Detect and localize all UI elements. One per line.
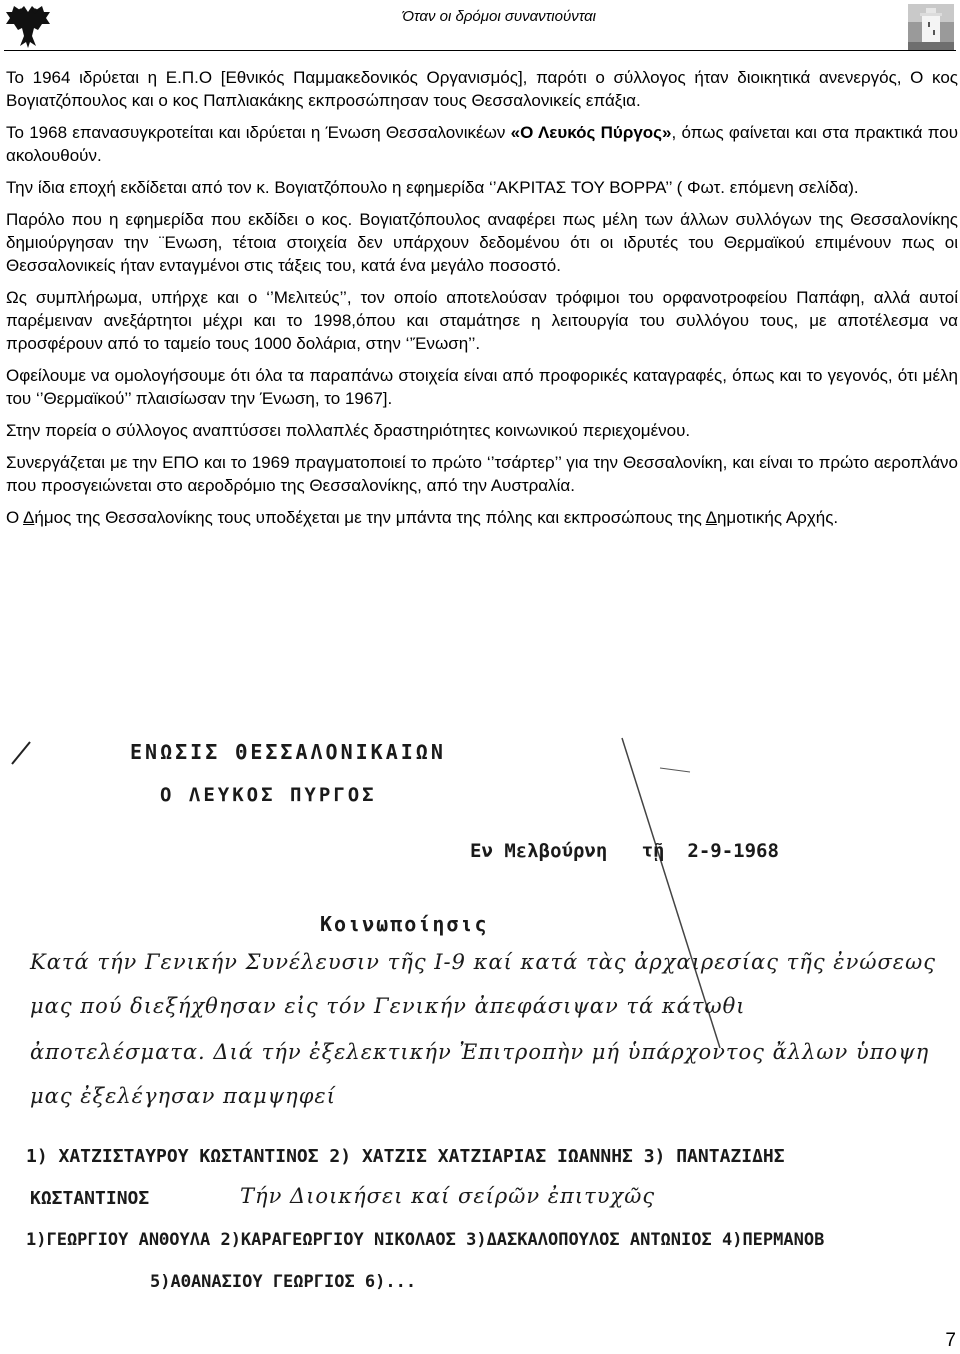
place-date	[470, 840, 779, 862]
members-list: 5)ΑΘΑΝΑΣΙΟΥ ΓΕΩΡΓΙΟΣ 6)...	[150, 1272, 417, 1292]
running-title: Όταν οι δρόμοι συναντιούνται	[402, 8, 596, 25]
doc-line: Κατά τήν Γενικήν Συνέλευσιν τῆς Ι-9 καί κατά τὰς ἀρχαιρεσίας τῆς ἐνώσεως	[30, 950, 936, 974]
club-name: «Ο Λευκός Πύργος»	[510, 123, 672, 142]
paragraph-text: , όπως φαίνεται και στα πρακτικά που ακολουθούν.	[6, 123, 958, 165]
members-list: 1) ΧΑΤΖΙΣΤΑΥΡΟΥ ΚΩΣΤΑΝΤΙΝΟΣ 2) ΧΑΤΖΙΣ ΧΑΤΖΙΑΡΙΑΣ ΙΩΑΝΝΗΣ 3) ΠΑΝΤΑΖΙΔΗΣ	[26, 1146, 785, 1167]
scanned-announcement	[0, 728, 960, 1328]
double-headed-eagle-icon	[4, 2, 52, 50]
org-subtitle: Ο ΛΕΥΚΟΣ ΠΥΡΓΟΣ	[160, 784, 377, 806]
place: Εν Μελβούρνη	[470, 840, 608, 862]
members-list: ΚΩΣΤΑΝΤΙΝΟΣ	[30, 1188, 150, 1209]
paragraph-text: ήμος της Θεσσαλονίκης τους υποδέχεται με την μπάντα της πόλης και εκπροσώπους της	[34, 508, 706, 527]
white-tower-icon	[908, 4, 954, 50]
paragraph: Συνεργάζεται με την ΕΠΟ και το 1969 πραγματοποιεί το πρώτο ‘’τσάρτερ’’ για την Θεσσαλονίκη, και είναι το πρώτο αεροπλάνο που προσγειώνεται στο αεροδρόμιο της Θεσσαλονίκης, από την Αυστραλία.	[6, 453, 958, 495]
body-text	[6, 66, 958, 538]
paragraph: Την ίδια εποχή εκδίδεται από τον κ. Βογιατζόπουλο η εφημερίδα ‘’ΑΚΡΙΤΑΣ ΤΟΥ ΒΟΡΡΑ’’ ( Φωτ. επόμενη σελίδα).	[6, 178, 859, 197]
underlined-letter: Δ	[23, 508, 35, 527]
doc-line: ἀποτελέσματα. Διά τήν ἐξελεκτικήν Ἐπιτροπὴν μή ὑπάρχοντος ἄλλων ὑποψη	[30, 1040, 930, 1064]
doc-line: μας πού διεξήχθησαν εἰς τόν Γενικήν ἀπεφάσιψαν τά κάτωθι	[30, 994, 746, 1018]
paragraph-text: ημοτικής Αρχής.	[716, 508, 839, 527]
org-name: ΕΝΩΣΙΣ ΘΕΣΣΑΛΟΝΙΚΑΙΩΝ	[130, 740, 446, 764]
page-header	[0, 0, 960, 60]
paragraph	[6, 506, 958, 529]
doc-line: μας ἐξελέγησαν παμψηφεί	[30, 1084, 336, 1108]
paragraph: Το 1964 ιδρύεται η Ε.Π.Ο [Εθνικός Παμμακεδονικός Οργανισμός], παρότι ο σύλλογος ήταν διοικητικά ανενεργός, Ο κος Βογιατζόπουλος και ο κος Παπλιακάκης εκπροσώπησαν τους Θεσσαλονικείς επάξια.	[6, 68, 958, 110]
paragraph: Ως συμπλήρωμα, υπήρχε και ο ‘’Μελιτεύς’’, τον οποίο αποτελούσαν τρόφιμοι του ορφανοτροφείου Παπάφη, αλλά αυτοί παρέμειναν ανεξάρτητοι μέχρι και το 1998,όπου και σταμάτησε η λειτουργία του συλλόγου τους, με αποτέλεσμα να προσφέρουν από το ταμείο τους 1000 δολάρια, στην ‘’Ένωση’’.	[6, 288, 958, 353]
paragraph: Παρόλο που η εφημερίδα που εκδίδει ο κος. Βογιατζόπουλος αναφέρει πως μέλη των άλλων συλλόγων της Θεσσαλονίκης δημιούργησαν την ¨Ενωση, τέτοια στοιχεία δεν υπάρχουν δεδομένου ότι οι ιδρυτές του Θερμαϊκού επιμένουν πως οι Θεσσαλονικείς ήταν ενταγμένοι στις τάξεις του, κατά ένα μεγάλο ποσοστό.	[6, 210, 958, 275]
paragraph: Οφείλουμε να ομολογήσουμε ότι όλα τα παραπάνω στοιχεία είναι από προφορικές καταγραφές, όπως και το γεγονός, ότι μέλη του ‘’Θερμαϊκού’’ πλαισίωσαν την Ένωση, το 1967].	[6, 366, 958, 408]
paragraph-text: Το 1968 επανασυγκροτείται και ιδρύεται η Ένωση Θεσσαλονικέων	[6, 123, 511, 142]
doc-line: Τήν Διοικήσει καί σείρῶν ἐπιτυχῶς	[240, 1184, 656, 1208]
date: 2-9-1968	[687, 840, 779, 862]
members-list: 1)ΓΕΩΡΓΙΟΥ ΑΝΘΟΥΛΑ 2)ΚΑΡΑΓΕΩΡΓΙΟΥ ΝΙΚΟΛΑΟΣ 3)ΔΑΣΚΑΛΟΠΟΥΛΟΣ ΑΝΤΩΝΙΟΣ 4)ΠΕΡΜΑΝΟΒ	[26, 1230, 825, 1250]
paragraph	[6, 121, 958, 167]
header-rule	[4, 50, 956, 51]
paragraph-text: Ο	[6, 508, 24, 527]
doc-heading: Κοινωποίησις	[320, 912, 489, 936]
page-number: 7	[945, 1330, 956, 1351]
paragraph: Στην πορεία ο σύλλογος αναπτύσσει πολλαπλές δραστηριότητες κοινωνικού περιεχομένου.	[6, 421, 691, 440]
underlined-letter: Δ	[705, 508, 717, 527]
article: τῇ	[641, 840, 665, 862]
